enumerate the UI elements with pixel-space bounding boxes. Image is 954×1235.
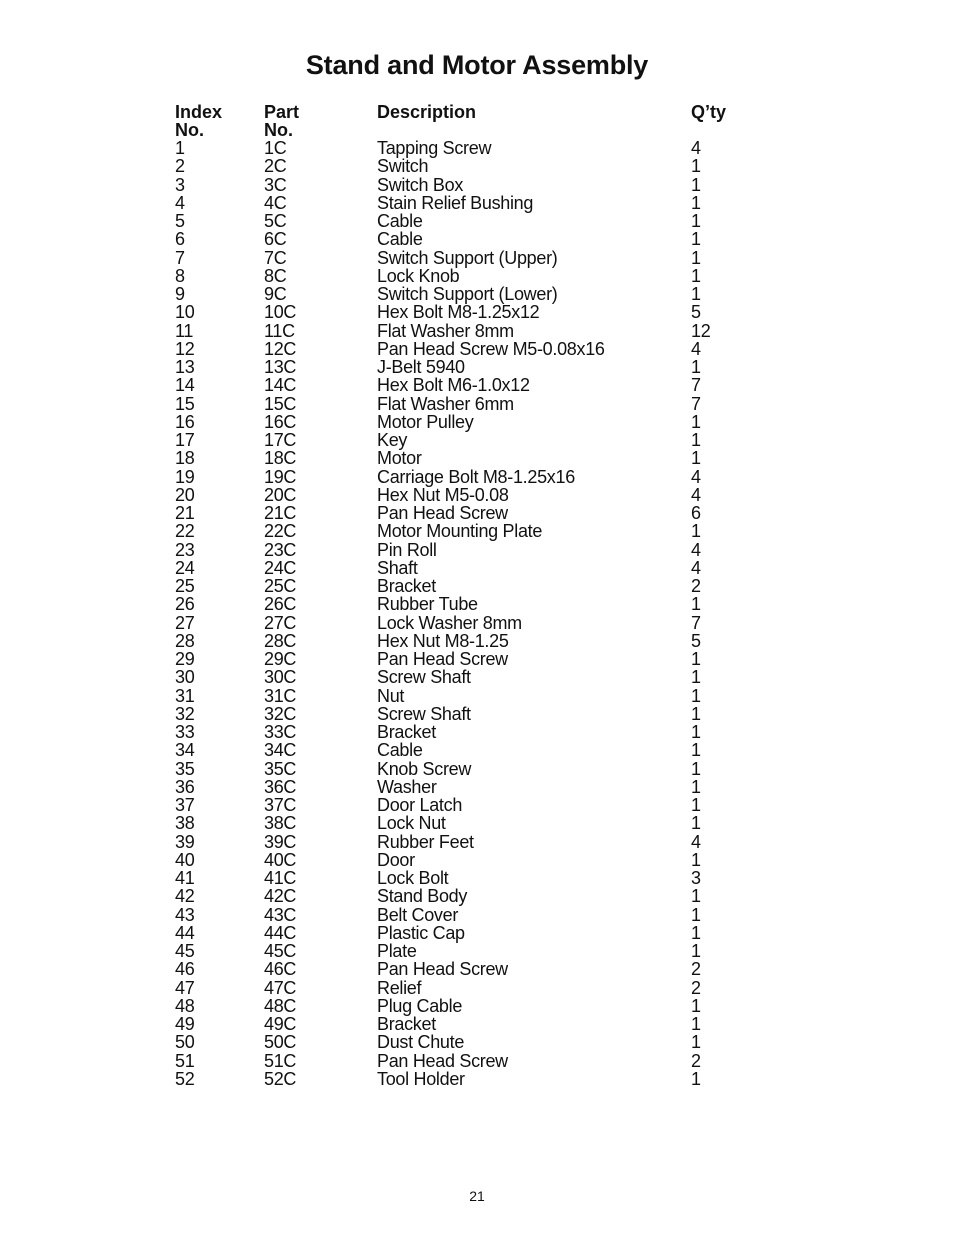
cell-description: Screw Shaft: [377, 703, 471, 724]
cell-part-no: 43C: [264, 904, 297, 925]
cell-qty: 1: [691, 886, 701, 907]
cell-description: Flat Washer 8mm: [377, 320, 514, 341]
table-row: [0, 705, 954, 723]
cell-qty: 1: [691, 795, 701, 815]
cell-description: Pin Roll: [377, 539, 437, 560]
cell-description: Cable: [377, 740, 423, 761]
cell-qty: 1: [691, 521, 701, 542]
cell-qty: 1: [691, 430, 701, 450]
cell-description: Lock Nut: [377, 813, 446, 834]
cell-description: Rubber Feet: [377, 831, 474, 852]
cell-part-no: 36C: [264, 776, 297, 797]
table-row: [0, 979, 954, 997]
cell-qty: 1: [691, 667, 701, 688]
table-row: [0, 741, 954, 759]
table-row: [0, 668, 954, 686]
cell-index-no: 18: [175, 448, 195, 469]
cell-qty: 1: [691, 849, 701, 870]
page-number: 21: [469, 1188, 485, 1204]
table-row: [0, 1052, 954, 1070]
table-row: [0, 285, 954, 303]
cell-qty: 1: [691, 649, 701, 669]
table-row: [0, 303, 954, 321]
cell-qty: 1: [691, 192, 701, 213]
cell-description: Door Latch: [377, 795, 463, 815]
cell-description: Dust Chute: [377, 1032, 465, 1053]
cell-index-no: 4: [175, 192, 185, 213]
table-row: [0, 358, 954, 376]
cell-description: Rubber Tube: [377, 594, 478, 615]
cell-description: Nut: [377, 685, 405, 706]
cell-description: Stand Body: [377, 886, 468, 907]
cell-qty: 1: [691, 776, 701, 797]
table-row: [0, 778, 954, 796]
cell-index-no: 52: [175, 1068, 195, 1089]
cell-index-no: 31: [175, 685, 195, 706]
table-row: [0, 577, 954, 595]
table-row: [0, 157, 954, 175]
table-row: [0, 632, 954, 650]
cell-part-no: 19C: [264, 466, 297, 487]
cell-part-no: 35C: [264, 758, 297, 779]
cell-index-no: 41: [175, 868, 195, 888]
cell-description: Key: [377, 430, 408, 450]
cell-description: Tapping Screw: [377, 138, 492, 158]
cell-part-no: 39C: [264, 831, 297, 852]
cell-qty: 7: [691, 612, 701, 633]
cell-description: Belt Cover: [377, 904, 459, 925]
cell-description: Flat Washer 6mm: [377, 393, 514, 414]
cell-index-no: 9: [175, 284, 185, 304]
cell-part-no: 40C: [264, 849, 297, 870]
cell-description: Door: [377, 849, 415, 870]
cell-qty: 1: [691, 904, 701, 925]
cell-part-no: 5C: [264, 211, 287, 231]
cell-index-no: 17: [175, 430, 195, 450]
cell-qty: 4: [691, 831, 701, 852]
cell-index-no: 44: [175, 922, 195, 943]
cell-description: Switch Support (Upper): [377, 247, 558, 268]
cell-description: Cable: [377, 229, 423, 250]
cell-description: Switch Box: [377, 174, 464, 195]
cell-index-no: 36: [175, 776, 195, 797]
table-row: [0, 249, 954, 267]
cell-description: Tool Holder: [377, 1068, 465, 1089]
cell-description: Motor Mounting Plate: [377, 521, 543, 542]
cell-part-no: 38C: [264, 813, 297, 834]
cell-qty: 1: [691, 1032, 701, 1053]
cell-qty: 1: [691, 284, 701, 304]
table-row: [0, 139, 954, 157]
cell-index-no: 35: [175, 758, 195, 779]
cell-description: Screw Shaft: [377, 667, 471, 688]
cell-index-no: 51: [175, 1050, 195, 1071]
table-row: [0, 413, 954, 431]
cell-index-no: 5: [175, 211, 185, 231]
cell-index-no: 38: [175, 813, 195, 834]
cell-description: Lock Knob: [377, 265, 460, 286]
cell-part-no: 28C: [264, 630, 297, 651]
cell-index-no: 6: [175, 229, 185, 250]
table-row: [0, 541, 954, 559]
cell-part-no: 45C: [264, 941, 297, 961]
cell-qty: 1: [691, 411, 701, 432]
table-row: [0, 942, 954, 960]
cell-description: Motor: [377, 448, 422, 469]
table-row: [0, 833, 954, 851]
cell-description: Plastic Cap: [377, 922, 465, 943]
cell-qty: 1: [691, 813, 701, 834]
cell-description: Bracket: [377, 1014, 436, 1034]
cell-qty: 1: [691, 703, 701, 724]
table-row: [0, 851, 954, 869]
cell-description: Hex Nut M8-1.25: [377, 630, 509, 651]
table-row: [0, 924, 954, 942]
cell-index-no: 8: [175, 265, 185, 286]
cell-qty: 2: [691, 959, 701, 980]
table-row: [0, 176, 954, 194]
cell-description: Pan Head Screw: [377, 959, 508, 980]
cell-index-no: 47: [175, 977, 195, 998]
cell-index-no: 13: [175, 357, 195, 377]
cell-index-no: 40: [175, 849, 195, 870]
cell-part-no: 15C: [264, 393, 297, 414]
table-row: [0, 322, 954, 340]
cell-part-no: 33C: [264, 722, 297, 742]
cell-part-no: 51C: [264, 1050, 297, 1071]
cell-description: Plate: [377, 941, 417, 961]
cell-part-no: 50C: [264, 1032, 297, 1053]
cell-index-no: 26: [175, 594, 195, 615]
cell-part-no: 14C: [264, 375, 297, 396]
cell-part-no: 27C: [264, 612, 297, 633]
cell-description: Hex Bolt M8-1.25x12: [377, 302, 540, 323]
table-row: [0, 212, 954, 230]
cell-index-no: 39: [175, 831, 195, 852]
cell-description: Plug Cable: [377, 995, 463, 1016]
header-description: Description: [377, 102, 477, 122]
cell-qty: 2: [691, 977, 701, 998]
cell-part-no: 32C: [264, 703, 297, 724]
cell-index-no: 29: [175, 649, 195, 669]
cell-part-no: 12C: [264, 338, 297, 359]
cell-index-no: 16: [175, 411, 195, 432]
cell-part-no: 41C: [264, 868, 297, 888]
table-row: [0, 997, 954, 1015]
cell-part-no: 8C: [264, 265, 287, 286]
cell-qty: 1: [691, 174, 701, 195]
cell-qty: 1: [691, 448, 701, 469]
cell-index-no: 42: [175, 886, 195, 907]
cell-qty: 1: [691, 229, 701, 250]
cell-qty: 7: [691, 375, 701, 396]
cell-index-no: 7: [175, 247, 185, 268]
cell-part-no: 7C: [264, 247, 287, 268]
cell-part-no: 11C: [264, 320, 295, 341]
cell-description: Lock Bolt: [377, 868, 449, 888]
cell-part-no: 25C: [264, 576, 297, 596]
cell-index-no: 34: [175, 740, 195, 761]
cell-index-no: 46: [175, 959, 195, 980]
cell-description: Bracket: [377, 722, 436, 742]
table-row: [0, 522, 954, 540]
cell-qty: 1: [691, 1068, 701, 1089]
cell-qty: 1: [691, 722, 701, 742]
cell-index-no: 33: [175, 722, 195, 742]
parts-table: [0, 139, 954, 1088]
cell-index-no: 27: [175, 612, 195, 633]
table-row: [0, 504, 954, 522]
cell-index-no: 19: [175, 466, 195, 487]
table-row: [0, 340, 954, 358]
cell-index-no: 11: [175, 320, 194, 341]
cell-index-no: 20: [175, 484, 195, 505]
table-row: [0, 395, 954, 413]
cell-part-no: 49C: [264, 1014, 297, 1034]
table-row: [0, 1033, 954, 1051]
cell-description: Hex Nut M5-0.08: [377, 484, 509, 505]
cell-description: J-Belt 5940: [377, 357, 465, 377]
cell-qty: 1: [691, 247, 701, 268]
cell-part-no: 13C: [264, 357, 297, 377]
cell-index-no: 10: [175, 302, 195, 323]
cell-index-no: 43: [175, 904, 195, 925]
cell-index-no: 23: [175, 539, 195, 560]
cell-part-no: 17C: [264, 430, 297, 450]
cell-part-no: 44C: [264, 922, 297, 943]
table-row: [0, 431, 954, 449]
cell-index-no: 28: [175, 630, 195, 651]
table-row: [0, 723, 954, 741]
cell-qty: 1: [691, 594, 701, 615]
cell-index-no: 12: [175, 338, 195, 359]
cell-description: Pan Head Screw: [377, 1050, 508, 1071]
cell-description: Lock Washer 8mm: [377, 612, 522, 633]
cell-index-no: 32: [175, 703, 195, 724]
table-row: [0, 468, 954, 486]
table-row: [0, 486, 954, 504]
cell-index-no: 2: [175, 156, 185, 177]
cell-index-no: 3: [175, 174, 185, 195]
cell-description: Switch Support (Lower): [377, 284, 558, 304]
cell-index-no: 15: [175, 393, 195, 414]
table-row: [0, 960, 954, 978]
cell-part-no: 4C: [264, 192, 287, 213]
cell-index-no: 14: [175, 375, 195, 396]
cell-part-no: 37C: [264, 795, 297, 815]
cell-description: Cable: [377, 211, 423, 231]
cell-part-no: 30C: [264, 667, 297, 688]
table-row: [0, 906, 954, 924]
cell-part-no: 6C: [264, 229, 287, 250]
page-title: Stand and Motor Assembly: [305, 50, 649, 80]
cell-description: Motor Pulley: [377, 411, 474, 432]
cell-description: Knob Screw: [377, 758, 472, 779]
table-row: [0, 449, 954, 467]
cell-index-no: 49: [175, 1014, 195, 1034]
cell-qty: 1: [691, 740, 701, 761]
cell-qty: 1: [691, 265, 701, 286]
cell-qty: 1: [691, 1014, 701, 1034]
cell-part-no: 16C: [264, 411, 297, 432]
cell-part-no: 48C: [264, 995, 297, 1016]
table-row: [0, 230, 954, 248]
cell-qty: 1: [691, 758, 701, 779]
cell-index-no: 48: [175, 995, 195, 1016]
cell-index-no: 30: [175, 667, 195, 688]
cell-description: Bracket: [377, 576, 436, 596]
cell-description: Pan Head Screw: [377, 503, 508, 523]
cell-part-no: 22C: [264, 521, 297, 542]
cell-part-no: 24C: [264, 557, 297, 578]
table-row: [0, 887, 954, 905]
cell-part-no: 31C: [264, 685, 297, 706]
cell-description: Shaft: [377, 557, 418, 578]
cell-part-no: 29C: [264, 649, 297, 669]
cell-description: Stain Relief Bushing: [377, 192, 534, 213]
table-row: [0, 650, 954, 668]
cell-part-no: 52C: [264, 1068, 297, 1089]
table-row: [0, 796, 954, 814]
cell-qty: 7: [691, 393, 701, 414]
table-row: [0, 559, 954, 577]
table-row: [0, 814, 954, 832]
table-row: [0, 760, 954, 778]
cell-qty: 1: [691, 995, 701, 1016]
cell-description: Switch: [377, 156, 429, 177]
table-row: [0, 194, 954, 212]
cell-qty: 5: [691, 630, 701, 651]
cell-index-no: 25: [175, 576, 195, 596]
table-row: [0, 869, 954, 887]
cell-part-no: 46C: [264, 959, 297, 980]
cell-description: Relief: [377, 977, 422, 998]
cell-qty: 2: [691, 576, 701, 596]
cell-part-no: 26C: [264, 594, 297, 615]
table-row: [0, 376, 954, 394]
cell-part-no: 47C: [264, 977, 297, 998]
table-row: [0, 687, 954, 705]
cell-qty: 4: [691, 557, 701, 578]
cell-qty: 4: [691, 484, 701, 505]
cell-qty: 12: [691, 320, 711, 341]
table-row: [0, 595, 954, 613]
cell-part-no: 9C: [264, 284, 287, 304]
cell-index-no: 21: [175, 503, 195, 523]
cell-description: Washer: [377, 776, 437, 797]
cell-index-no: 50: [175, 1032, 195, 1053]
cell-qty: 3: [691, 868, 701, 888]
cell-index-no: 24: [175, 557, 195, 578]
cell-part-no: 20C: [264, 484, 297, 505]
cell-part-no: 10C: [264, 302, 297, 323]
table-row: [0, 267, 954, 285]
cell-part-no: 18C: [264, 448, 297, 469]
table-row: [0, 1015, 954, 1033]
cell-qty: 1: [691, 685, 701, 706]
table-row: [0, 614, 954, 632]
cell-index-no: 22: [175, 521, 195, 542]
table-row: [0, 1070, 954, 1088]
cell-qty: 2: [691, 1050, 701, 1071]
header-part-no: Part No.: [264, 102, 300, 140]
cell-part-no: 1C: [264, 138, 287, 158]
cell-index-no: 1: [175, 138, 185, 158]
cell-qty: 4: [691, 138, 701, 158]
cell-description: Pan Head Screw M5-0.08x16: [377, 338, 605, 359]
cell-part-no: 34C: [264, 740, 297, 761]
cell-qty: 1: [691, 357, 701, 377]
cell-qty: 4: [691, 466, 701, 487]
cell-qty: 4: [691, 539, 701, 560]
cell-qty: 4: [691, 338, 701, 359]
cell-qty: 6: [691, 503, 701, 523]
cell-qty: 1: [691, 941, 701, 961]
header-qty: Q’ty: [691, 102, 727, 122]
cell-qty: 1: [691, 211, 701, 231]
cell-qty: 1: [691, 156, 701, 177]
cell-part-no: 23C: [264, 539, 297, 560]
cell-part-no: 3C: [264, 174, 287, 195]
cell-description: Carriage Bolt M8-1.25x16: [377, 466, 575, 487]
cell-qty: 1: [691, 922, 701, 943]
cell-part-no: 21C: [264, 503, 297, 523]
header-index-no: Index No.: [175, 102, 223, 140]
cell-part-no: 2C: [264, 156, 287, 177]
cell-qty: 5: [691, 302, 701, 323]
cell-part-no: 42C: [264, 886, 297, 907]
cell-index-no: 37: [175, 795, 195, 815]
cell-index-no: 45: [175, 941, 195, 961]
cell-description: Hex Bolt M6-1.0x12: [377, 375, 530, 396]
cell-description: Pan Head Screw: [377, 649, 508, 669]
